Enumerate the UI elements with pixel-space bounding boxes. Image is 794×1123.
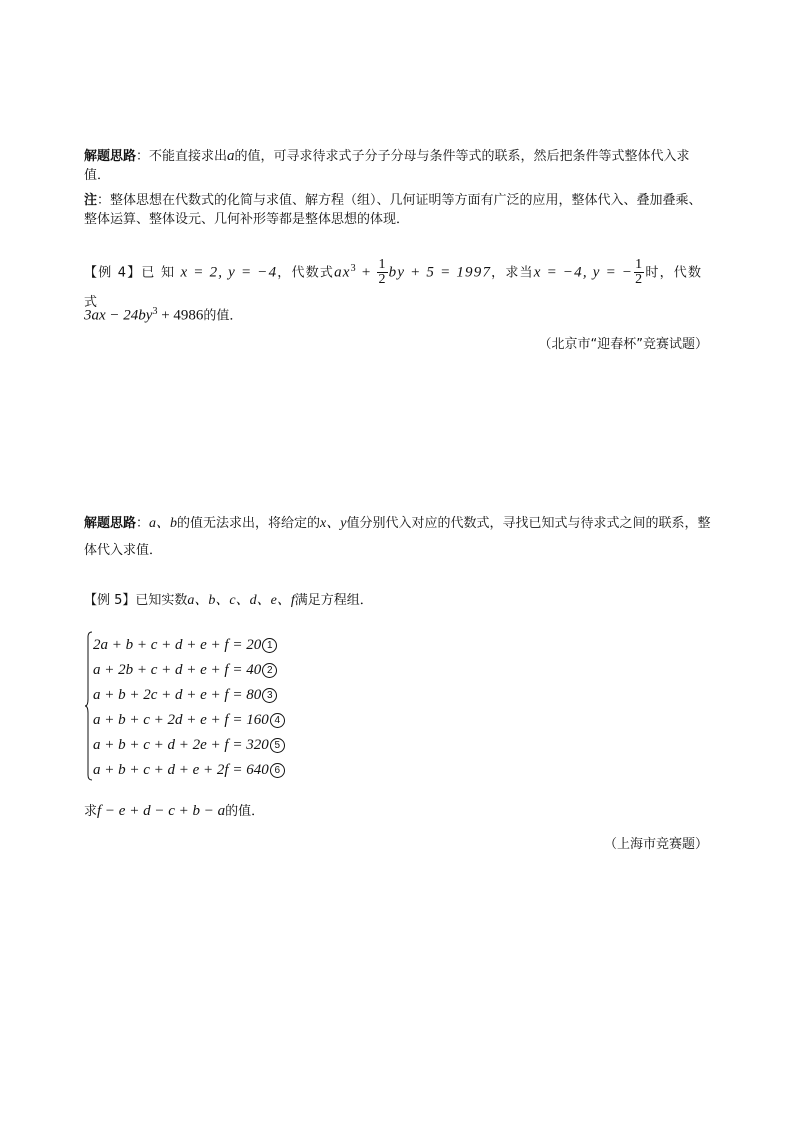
circled-number-icon: 5: [270, 738, 285, 753]
equation-text: a + b + c + 2d + e + f = 160: [93, 712, 269, 728]
solution-idea-1: [84, 147, 714, 185]
example4-exponent: 3: [350, 263, 357, 274]
solution-idea-text: 的值，可寻求待求式子分子分母与条件等式的联系，然后把条件等式整体代入求值．: [84, 149, 690, 183]
equation-row: [93, 708, 285, 733]
example5-source: （上海市竞赛题）: [603, 837, 708, 852]
example4-text: 的值．: [203, 308, 243, 324]
equation-list: [93, 633, 285, 783]
example4-bracket-close: 】: [127, 265, 142, 281]
equation-text: a + b + c + d + 2e + f = 320: [93, 737, 269, 753]
note-paragraph: [84, 191, 714, 229]
note-text: ：整体思想在代数式的化简与求值、解方程（组）、几何证明等方面有广泛的应用，整体代入、叠加叠乘、整体运算、整体设元、几何补形等都是整体思想的体现．: [84, 193, 702, 227]
example4-target-pre: 3ax − 24by: [84, 307, 153, 324]
note-label: 注: [84, 193, 98, 208]
fraction-half: [377, 258, 387, 287]
example4-text: ，求当: [491, 265, 534, 281]
example4-given: x = 2, y = −4: [180, 264, 278, 281]
example5-statement: [84, 591, 714, 610]
fraction-denominator: 2: [378, 272, 387, 288]
equation-system: [84, 631, 304, 781]
example5-text: 满足方程组．: [294, 593, 373, 608]
circled-number-icon: 6: [270, 763, 285, 778]
variables-xy: x、y: [320, 516, 347, 531]
circled-number-icon: 1: [262, 638, 277, 653]
solution-idea-label: 解题思路: [84, 516, 137, 531]
example4-target-exponent: 3: [152, 306, 158, 317]
example4-expr-post: by + 5 = 1997: [388, 264, 492, 281]
example4-source: （北京市“迎春杯”竞赛试题）: [538, 337, 708, 352]
circled-number-icon: 4: [270, 713, 285, 728]
equation-row: [93, 683, 285, 708]
fraction-numerator: 1: [378, 257, 387, 273]
variable-a: a: [227, 148, 235, 164]
equation-row: [93, 658, 285, 683]
plus-sign: +: [356, 264, 377, 281]
solution-idea-text: 值分别代入对应的代数式，寻找已知式与待求式之间的联系，整体代入求值．: [84, 516, 711, 558]
example5-text: 已知实数: [135, 593, 188, 608]
circled-number-icon: 2: [262, 663, 277, 678]
fraction-numerator: 1: [635, 257, 644, 273]
example4-text: ，代数式: [277, 265, 335, 281]
equation-text: a + 2b + c + d + e + f = 40: [93, 662, 262, 678]
example5-text: 求: [84, 804, 98, 819]
example4-target-line: [84, 302, 714, 325]
fraction-half: [634, 258, 644, 287]
example4-text: 已 知: [141, 265, 176, 281]
example5-question: [84, 802, 714, 821]
equation-row: [93, 733, 285, 758]
solution-idea-2: 解题思路：a、b的值无法求出，将给定的x、y值分别代入对应的代数式，寻找已知式与待求式之间的联系，整体代入求值．: [84, 516, 711, 558]
example4-text: 时，代数式: [84, 265, 703, 311]
example5-ask-expr: f − e + d − c + b − a: [97, 803, 226, 819]
solution-idea-label: 解题思路: [84, 149, 137, 164]
equation-text: 2a + b + c + d + e + f = 20: [93, 637, 262, 653]
example5-vars: a、b、c、d、e、f: [187, 593, 295, 608]
example5-text: 的值．: [225, 804, 265, 819]
example4-expr-pre: ax: [334, 264, 351, 281]
example4-target-post: + 4986: [157, 307, 204, 324]
example4-bracket-open: 【: [84, 265, 99, 281]
equation-row: [93, 633, 285, 658]
solution-idea-text: 的值无法求出，将给定的: [177, 516, 321, 531]
equation-text: a + b + c + d + e + 2f = 640: [93, 762, 269, 778]
equation-text: a + b + 2c + d + e + f = 80: [93, 687, 262, 703]
equation-row: [93, 758, 285, 783]
solution-idea-text: ：不能直接求出: [136, 149, 228, 164]
example4-label: 例 4: [98, 265, 128, 281]
variables-ab: a、b: [149, 516, 178, 531]
example5-label: 【例 5】: [84, 593, 136, 608]
fraction-denominator: 2: [635, 272, 644, 288]
example4-condition: x = −4, y = −: [533, 264, 634, 281]
circled-number-icon: 3: [262, 688, 277, 703]
